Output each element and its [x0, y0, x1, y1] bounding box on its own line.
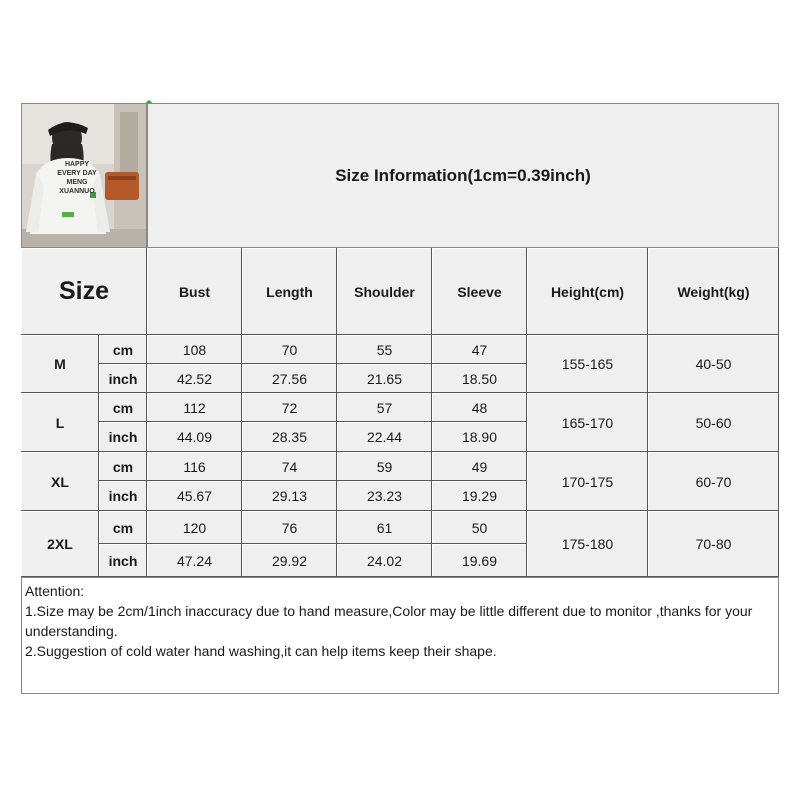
photo-print-line-1: HAPPY — [64, 161, 90, 168]
header-bust: Bust — [147, 248, 242, 335]
header-size: Size — [21, 248, 147, 335]
unit-inch-label: inch — [99, 422, 147, 452]
weight-range: 50-60 — [648, 393, 779, 452]
bust-cm: 120 — [147, 511, 242, 544]
bust-cm: 112 — [147, 393, 242, 422]
length-inch: 29.13 — [242, 481, 337, 511]
sleeve-cm: 49 — [432, 452, 527, 481]
header-sleeve: Sleeve — [432, 248, 527, 335]
shoulder-inch: 22.44 — [337, 422, 432, 452]
shoulder-cm: 55 — [337, 335, 432, 364]
notes-heading: Attention: — [25, 583, 85, 599]
bust-inch: 47.24 — [147, 544, 242, 577]
length-cm: 70 — [242, 335, 337, 364]
unit-cm-label: cm — [99, 335, 147, 364]
sleeve-inch: 19.29 — [432, 481, 527, 511]
size-label: L — [21, 393, 99, 452]
header-shoulder: Shoulder — [337, 248, 432, 335]
unit-cm-label: cm — [99, 393, 147, 422]
unit-cm-label: cm — [99, 511, 147, 544]
weight-range: 60-70 — [648, 452, 779, 511]
sleeve-inch: 19.69 — [432, 544, 527, 577]
shoulder-inch: 23.23 — [337, 481, 432, 511]
shoulder-cm: 57 — [337, 393, 432, 422]
bust-inch: 45.67 — [147, 481, 242, 511]
photo-print-line-4: XUANNUO — [59, 188, 95, 195]
sleeve-inch: 18.90 — [432, 422, 527, 452]
unit-inch-label: inch — [99, 364, 147, 393]
length-inch: 29.92 — [242, 544, 337, 577]
size-chart — [21, 103, 779, 694]
height-range: 170-175 — [527, 452, 648, 511]
bust-cm: 116 — [147, 452, 242, 481]
length-cm: 76 — [242, 511, 337, 544]
weight-range: 40-50 — [648, 335, 779, 393]
bust-inch: 44.09 — [147, 422, 242, 452]
shoulder-cm: 61 — [337, 511, 432, 544]
weight-range: 70-80 — [648, 511, 779, 577]
unit-inch-label: inch — [99, 544, 147, 577]
product-photo — [21, 103, 147, 248]
shoulder-inch: 21.65 — [337, 364, 432, 393]
shoulder-cm: 59 — [337, 452, 432, 481]
length-cm: 74 — [242, 452, 337, 481]
attention-notes — [21, 577, 779, 694]
photo-print-line-3: MENG — [66, 179, 88, 186]
sleeve-inch: 18.50 — [432, 364, 527, 393]
length-inch: 27.56 — [242, 364, 337, 393]
unit-inch-label: inch — [99, 481, 147, 511]
sleeve-cm: 48 — [432, 393, 527, 422]
header-length: Length — [242, 248, 337, 335]
unit-cm-label: cm — [99, 452, 147, 481]
note-item: 2.Suggestion of cold water hand washing,it can help items keep their shape. — [25, 643, 497, 659]
height-range: 175-180 — [527, 511, 648, 577]
length-cm: 72 — [242, 393, 337, 422]
sleeve-cm: 50 — [432, 511, 527, 544]
chart-title: Size Information(1cm=0.39inch) — [147, 103, 779, 248]
bust-cm: 108 — [147, 335, 242, 364]
note-item: 1.Size may be 2cm/1inch inaccuracy due to hand measure,Color may be little different due to monitor ,thanks for your understanding. — [25, 603, 753, 639]
sleeve-cm: 47 — [432, 335, 527, 364]
shoulder-inch: 24.02 — [337, 544, 432, 577]
photo-print-line-2: EVERY DAY — [57, 170, 97, 177]
header-weight: Weight(kg) — [648, 248, 779, 335]
size-label: XL — [21, 452, 99, 511]
size-label: 2XL — [21, 511, 99, 577]
bust-inch: 42.52 — [147, 364, 242, 393]
height-range: 155-165 — [527, 335, 648, 393]
size-label: M — [21, 335, 99, 393]
length-inch: 28.35 — [242, 422, 337, 452]
header-height: Height(cm) — [527, 248, 648, 335]
height-range: 165-170 — [527, 393, 648, 452]
